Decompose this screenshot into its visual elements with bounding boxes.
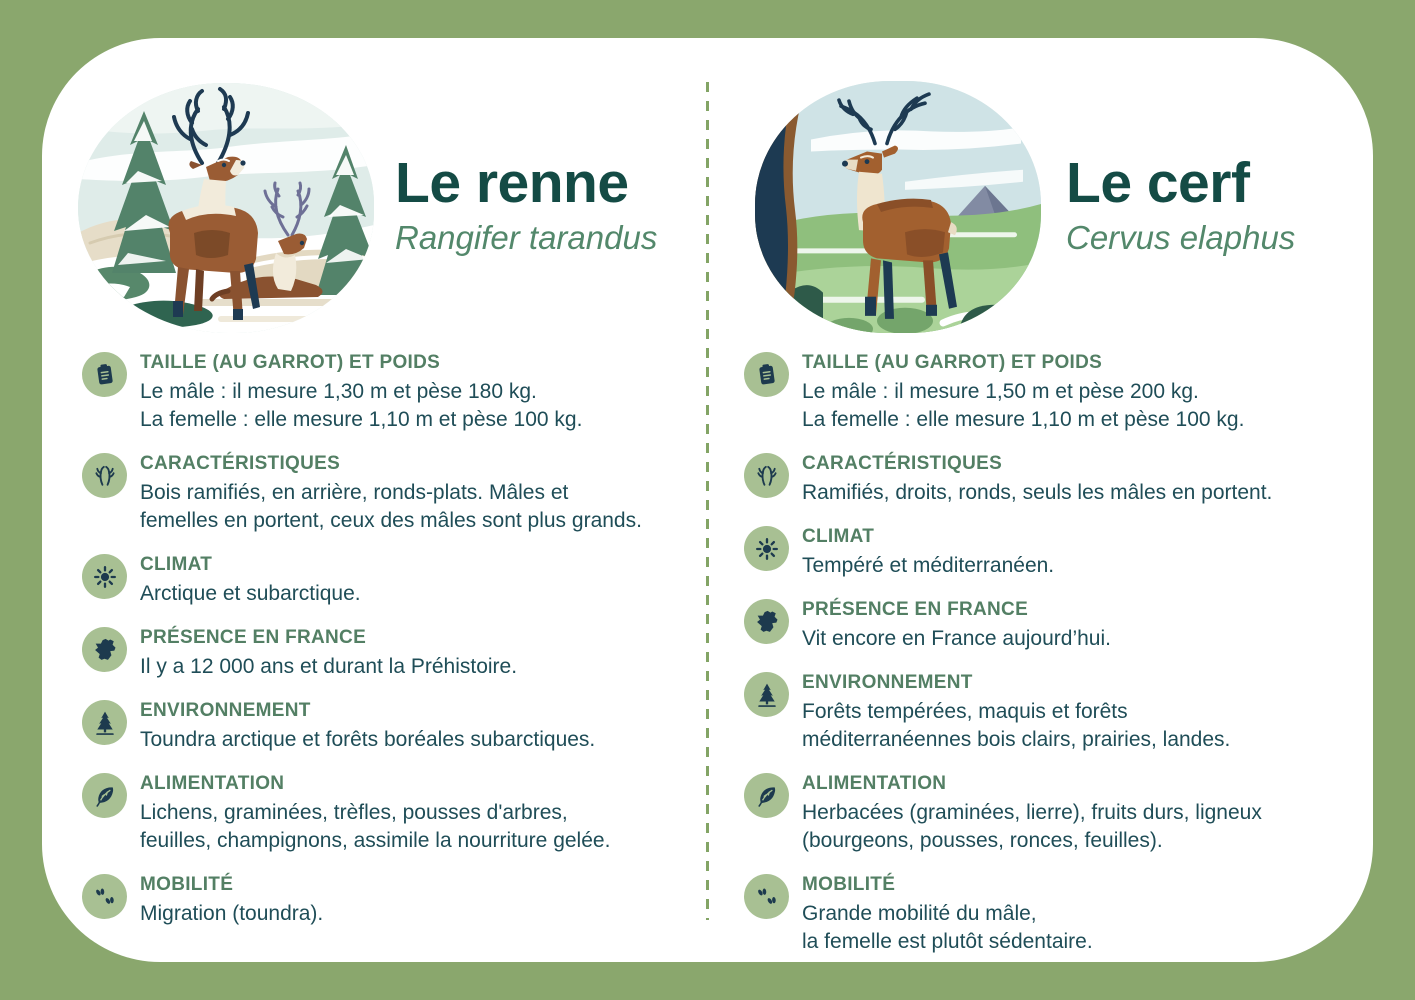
france-map-icon: [744, 599, 789, 644]
section-climat: [82, 553, 704, 608]
section-text: [140, 626, 517, 681]
section-heading: PRÉSENCE EN FRANCE: [140, 627, 367, 648]
section-heading: TAILLE (AU GARROT) ET POIDS: [802, 352, 1103, 373]
cerf-illustration: [755, 81, 1041, 333]
comparison-card: [42, 38, 1373, 962]
section-mobilite: [744, 873, 1371, 956]
section-body-line: Lichens, graminées, trèfles, pousses d'arbres,: [140, 801, 568, 824]
section-body-line: Tempéré et méditerranéen.: [802, 554, 1055, 577]
section-body-line: feuilles, champignons, assimile la nourriture gelée.: [140, 829, 611, 852]
section-text: [802, 452, 1272, 507]
title-block: [1066, 153, 1295, 257]
section-heading: ALIMENTATION: [802, 773, 947, 794]
section-heading: CLIMAT: [802, 526, 875, 547]
section-caracteristiques: [744, 452, 1371, 507]
section-text: [140, 873, 323, 928]
section-heading: ENVIRONNEMENT: [802, 672, 973, 693]
section-environnement: [744, 671, 1371, 754]
column-header: [82, 83, 704, 351]
section-heading: CARACTÉRISTIQUES: [140, 453, 341, 474]
sun-icon: [744, 526, 789, 571]
pine-tree-icon: [82, 700, 127, 745]
section-heading: ALIMENTATION: [140, 773, 285, 794]
section-heading: TAILLE (AU GARROT) ET POIDS: [140, 352, 441, 373]
france-map-icon: [82, 627, 127, 672]
section-heading: MOBILITÉ: [140, 874, 234, 895]
tracks-icon: [82, 874, 127, 919]
section-text: [802, 598, 1111, 653]
section-body-line: Arctique et subarctique.: [140, 582, 361, 605]
section-taille-au-garrot-et-poids: [744, 351, 1371, 434]
sections-list: [744, 351, 1371, 956]
section-caracteristiques: [82, 452, 704, 535]
section-text: [802, 772, 1262, 855]
pine-tree-icon: [744, 672, 789, 717]
leaf-icon: [82, 773, 127, 818]
section-taille-au-garrot-et-poids: [82, 351, 704, 434]
tracks-icon: [744, 874, 789, 919]
section-body-line: la femelle est plutôt sédentaire.: [802, 930, 1093, 953]
section-heading: CARACTÉRISTIQUES: [802, 453, 1003, 474]
antlers-icon: [82, 453, 127, 498]
section-body-line: La femelle : elle mesure 1,10 m et pèse 100 kg.: [140, 408, 583, 431]
animal-title: Le renne: [395, 151, 629, 215]
section-body-line: méditerranéennes bois clairs, prairies, landes.: [802, 728, 1231, 751]
sun-icon: [82, 554, 127, 599]
section-climat: [744, 525, 1371, 580]
title-block: [395, 153, 657, 257]
section-heading: CLIMAT: [140, 554, 213, 575]
section-alimentation: [82, 772, 704, 855]
section-heading: PRÉSENCE EN FRANCE: [802, 599, 1029, 620]
section-mobilite: [82, 873, 704, 928]
section-body-line: Grande mobilité du mâle,: [802, 902, 1037, 925]
leaf-icon: [744, 773, 789, 818]
sections-list: [82, 351, 704, 928]
section-body-line: Herbacées (graminées, lierre), fruits durs, ligneux: [802, 801, 1262, 824]
section-text: [802, 351, 1244, 434]
dashed-divider: [706, 82, 709, 920]
section-alimentation: [744, 772, 1371, 855]
section-environnement: [82, 699, 704, 754]
section-body-line: Migration (toundra).: [140, 902, 324, 925]
animal-column-renne: [82, 83, 704, 925]
clipboard-icon: [744, 352, 789, 397]
section-body-line: femelles en portent, ceux des mâles sont plus grands.: [140, 509, 642, 532]
section-body-line: Ramifiés, droits, ronds, seuls les mâles en portent.: [802, 481, 1273, 504]
section-body-line: Le mâle : il mesure 1,30 m et pèse 180 kg.: [140, 380, 537, 403]
animal-column-cerf: [744, 83, 1371, 953]
section-presence-en-france: [744, 598, 1371, 653]
renne-illustration: [78, 83, 374, 333]
section-body-line: Vit encore en France aujourd’hui.: [802, 627, 1111, 650]
section-text: [140, 351, 582, 434]
section-text: [140, 452, 642, 535]
section-body-line: La femelle : elle mesure 1,10 m et pèse 100 kg.: [802, 408, 1245, 431]
animal-scientific-name: Cervus elaphus: [1066, 218, 1296, 256]
section-body-line: (bourgeons, pousses, ronces, feuilles).: [802, 829, 1163, 852]
antlers-icon: [744, 453, 789, 498]
column-header: [744, 83, 1371, 351]
section-heading: MOBILITÉ: [802, 874, 896, 895]
section-text: [802, 671, 1230, 754]
section-text: [802, 525, 1054, 580]
animal-title: Le cerf: [1066, 151, 1250, 215]
section-text: [140, 553, 361, 608]
section-text: [140, 699, 595, 754]
section-text: [140, 772, 610, 855]
section-body-line: Bois ramifiés, en arrière, ronds-plats. Mâles et: [140, 481, 569, 504]
section-body-line: Toundra arctique et forêts boréales subarctiques.: [140, 728, 596, 751]
clipboard-icon: [82, 352, 127, 397]
section-text: [802, 873, 1093, 956]
section-presence-en-france: [82, 626, 704, 681]
animal-scientific-name: Rangifer tarandus: [395, 218, 658, 256]
section-body-line: Forêts tempérées, maquis et forêts: [802, 700, 1128, 723]
section-body-line: Le mâle : il mesure 1,50 m et pèse 200 kg.: [802, 380, 1199, 403]
section-heading: ENVIRONNEMENT: [140, 700, 311, 721]
section-body-line: Il y a 12 000 ans et durant la Préhistoire.: [140, 655, 518, 678]
